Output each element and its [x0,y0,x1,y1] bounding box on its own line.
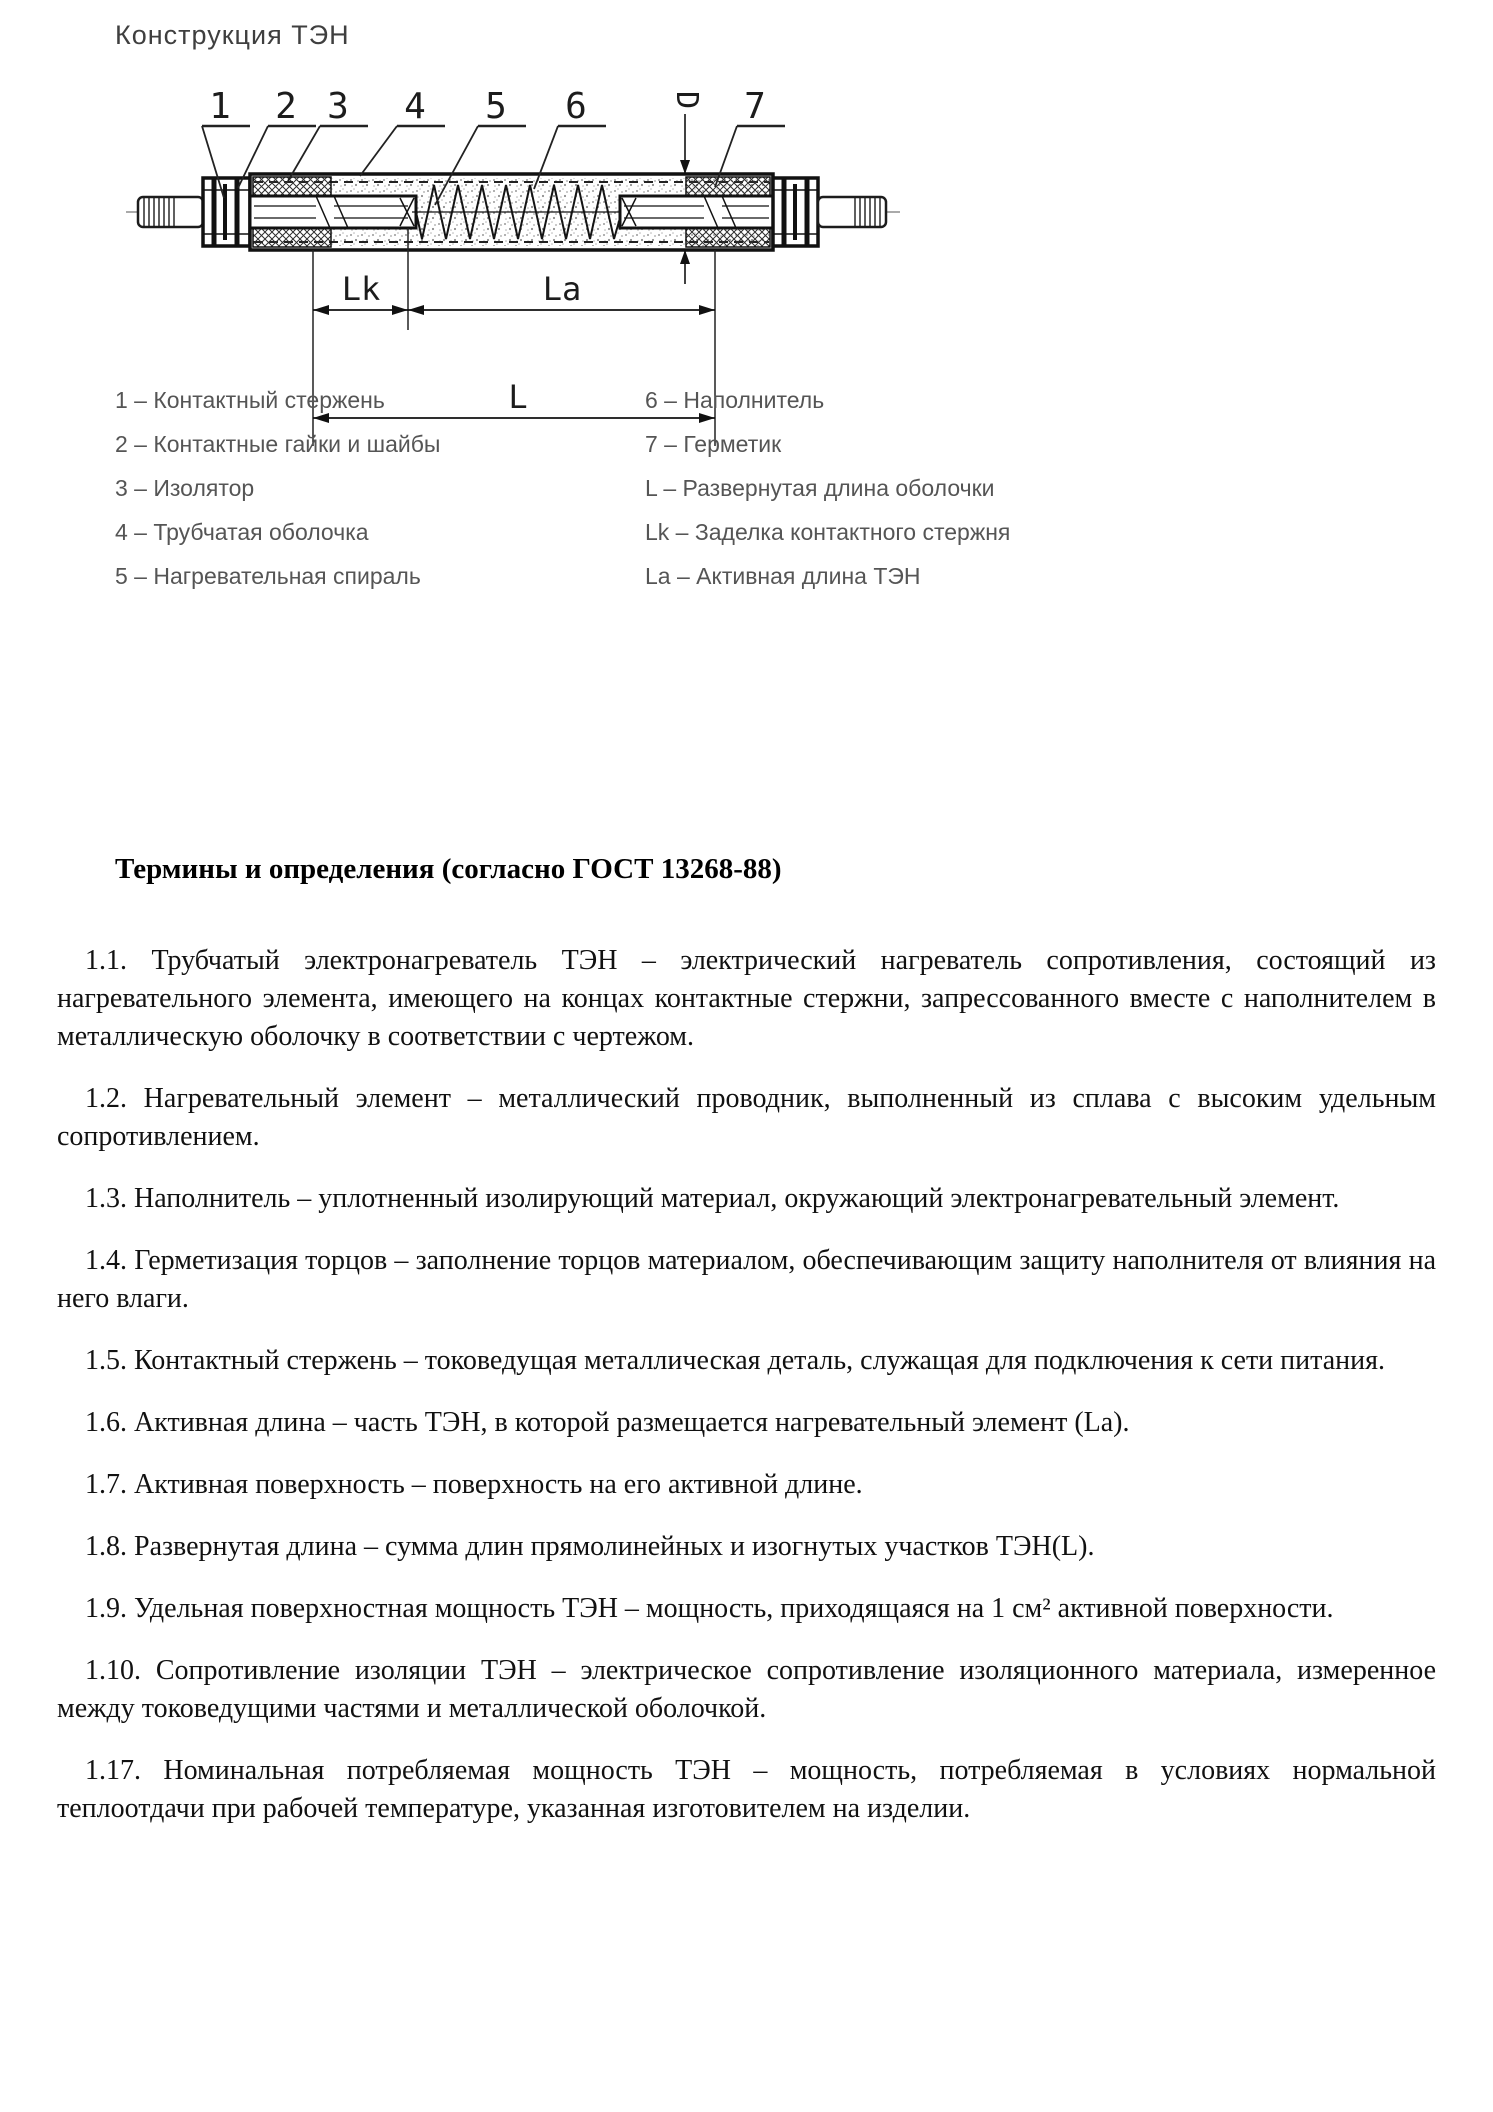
term-item-1-8: 1.8. Развернутая длина – сумма длин прямолинейных и изогнутых участков ТЭН(L). [85,1531,1095,1562]
legend-item-nuts-washers: 2 – Контактные гайки и шайбы [115,431,441,457]
term-item-1-9: 1.9. Удельная поверхностная мощность ТЭН – мощность, приходящаяся на 1 см² активной поверхности. [85,1593,1334,1624]
term-item-1-4: 1.4. Герметизация торцов – заполнение торцов материалом, обеспечивающим защиту наполнителя от влияния на него влаги. [57,1245,1436,1314]
term-item-1-10: 1.10. Сопротивление изоляции ТЭН – электрическое сопротивление изоляционного материала, измеренное между токоведущими частями и металлической оболочкой. [57,1655,1436,1724]
term-item-1-1: 1.1. Трубчатый электронагреватель ТЭН – электрический нагреватель сопротивления, состоящий из нагревательного элемента, имеющего на концах контактные стержни, запрессованного вместе с наполнителем в металлическую оболочку в соответствии с чертежом. [57,945,1436,1052]
term-item-1-6: 1.6. Активная длина – часть ТЭН, в которой размещается нагревательный элемент (La). [85,1407,1130,1438]
callout-4 [360,86,445,176]
term-item-1-2: 1.2. Нагревательный элемент – металлический проводник, выполненный из сплава с высоким удельным сопротивлением. [57,1083,1436,1152]
callout-6-number: 6 [565,86,587,127]
term-item-1-5: 1.5. Контактный стержень – токоведущая металлическая деталь, служащая для подключения к сети питания. [85,1345,1385,1376]
legend-item-dim-la: La – Активная длина ТЭН [645,563,921,589]
legend-column-right [645,388,1010,608]
terms-heading: Термины и определения (согласно ГОСТ 13268-88) [115,853,782,885]
left-nuts-washers [203,178,250,246]
legend-item-contact-rod: 1 – Контактный стержень [115,387,385,413]
legend-item-sealant: 7 – Герметик [645,431,782,457]
legend-item-tubular-sheath: 4 – Трубчатая оболочка [115,519,369,545]
left-rod-channel [250,196,416,228]
callout-7-number: 7 [744,86,766,127]
callout-2-number: 2 [275,86,297,127]
legend-column-left [115,388,645,608]
callout-4-number: 4 [404,86,426,127]
legend-item-filler: 6 – Наполнитель [645,387,825,413]
callout-3-number: 3 [327,86,349,127]
right-contact-rod [818,197,886,227]
term-item-1-17: 1.17. Номинальная потребляемая мощность ТЭН – мощность, потребляемая в условиях нормальной теплоотдачи при рабочей температуре, указанная изготовителем на изделии. [57,1755,1436,1824]
dimension-lk [313,270,408,315]
diameter-label: D [669,90,704,110]
term-item-1-3: 1.3. Наполнитель – уплотненный изолирующий материал, окружающий электронагревательный элемент. [85,1183,1340,1214]
diagram-title: Конструкция ТЭН [115,20,350,50]
legend-item-dim-lk: Lk – Заделка контактного стержня [645,519,1011,545]
callout-1-number: 1 [209,86,231,127]
diagram-legend [115,388,1355,608]
dimension-la [408,270,715,315]
terms-section [57,852,1436,1828]
right-nuts-washers [773,178,818,246]
legend-item-insulator: 3 – Изолятор [115,475,255,501]
right-rod-channel [620,196,773,228]
callout-5-number: 5 [485,86,507,127]
callout-7 [715,86,785,187]
term-item-1-7: 1.7. Активная поверхность – поверхность на его активной длине. [85,1469,863,1500]
legend-item-heating-spiral: 5 – Нагревательная спираль [115,563,421,589]
lk-label: Lk [341,270,381,308]
la-label: La [542,270,582,308]
l-label: L [508,378,528,416]
callout-3 [288,86,368,181]
left-contact-rod [138,197,203,227]
legend-item-dim-l: L – Развернутая длина оболочки [645,475,995,501]
